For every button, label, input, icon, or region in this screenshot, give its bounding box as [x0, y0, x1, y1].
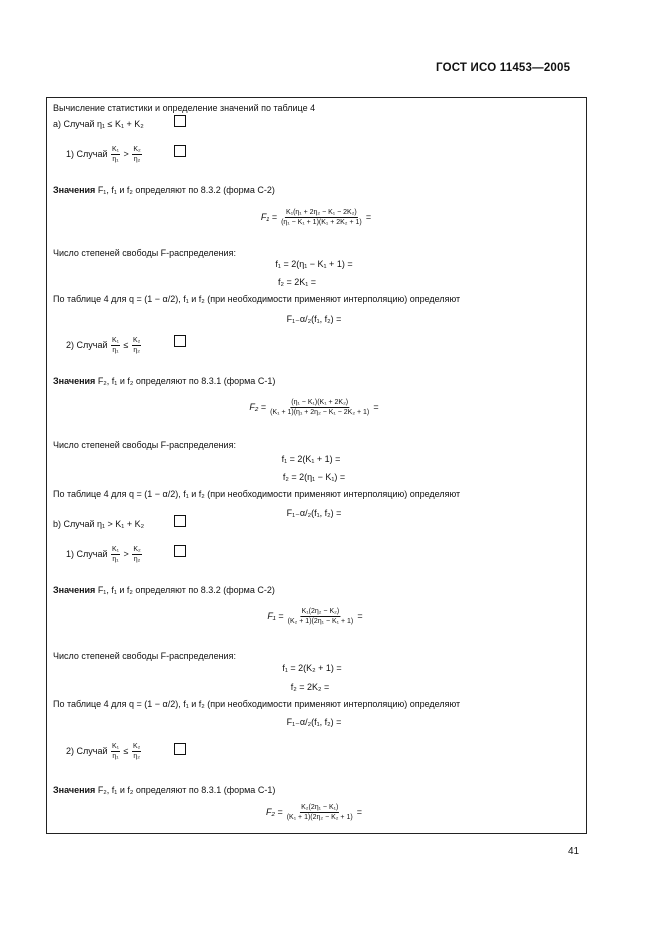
formula-4: F₂ = $\frac{\text{K₂(2η₁ − K₁)}}{\text{(K₁ + 1)(2η₂ − K₂ + 1)}}$ =	[265, 804, 363, 821]
values-4-text: Значения F₂, f₁ и f₂ определяют по 8.3.1 (форма С-1)	[53, 785, 276, 795]
case-a1-fraction-2: $\frac{\text{K₂}}{\text{η₂}}$	[133, 146, 141, 164]
formula-1: F₁ = $\frac{\text{K₁(η₁ + 2η₂ − K₁ − 2K₂)}}{\text{(η₁ − K₁ + 1)(K₁ + 2K₂ + 1)}}$ =	[260, 209, 372, 226]
quantile-1: F₁₋α/₂(f₁, f₂) =	[286, 314, 342, 324]
case-b1-condition: 1) Случай $\frac{\text{K₁}}{\text{η₁}}$ > $\frac{\text{K₂}}{\text{η₂}}$	[66, 546, 141, 564]
f2-3: f₂ = 2K₂ =	[290, 682, 330, 692]
case-b-label: b) Случай η₁ > K₁ + K₂	[53, 519, 145, 529]
formula-2: F₂ = $\frac{\text{(η₁ − K₁)(K₁ + 2K₂)}}{\text{(K₁ + 1)(η₁ + 2η₂ − K₁ − 2K₂ + 1)}}$ =	[249, 399, 379, 416]
values-3-text: Значения F₁, f₁ и f₂ определяют по 8.3.2 (форма С-2)	[53, 585, 275, 595]
case-b2-checkbox[interactable]	[174, 743, 186, 755]
case-b2-fraction-1: $\frac{\text{K₁}}{\text{η₁}}$	[112, 743, 120, 761]
f2-1: f₂ = 2K₁ =	[277, 277, 317, 287]
case-a-checkbox[interactable]	[174, 115, 186, 127]
case-b2-condition: 2) Случай $\frac{\text{K₁}}{\text{η₁}}$ ≤ $\frac{\text{K₂}}{\text{η₂}}$	[66, 743, 141, 761]
formula-3: F₁ = $\frac{\text{K₁(2η₂ − K₂)}}{\text{(K₂ + 1)(2η₁ − K₁ + 1)}}$ =	[267, 608, 363, 625]
values-2-text: Значения F₂, f₁ и f₂ определяют по 8.3.1 (форма С-1)	[53, 376, 276, 386]
case-b1-fraction-1: $\frac{\text{K₁}}{\text{η₁}}$	[112, 546, 120, 564]
case-a1-prefix: 1) Случай	[66, 149, 108, 159]
case-a2-checkbox[interactable]	[174, 335, 186, 347]
case-b2-fraction-2: $\frac{\text{K₂}}{\text{η₂}}$	[133, 743, 141, 761]
quantile-3: F₁₋α/₂(f₁, f₂) =	[286, 717, 342, 727]
case-a2-fraction-2: $\frac{\text{K₂}}{\text{η₂}}$	[133, 337, 141, 355]
dof-2-text: Число степеней свободы F-распределения:	[53, 440, 236, 450]
dof-3-text: Число степеней свободы F-распределения:	[53, 651, 236, 661]
f2-2: f₂ = 2(η₁ − K₁) =	[282, 472, 346, 482]
case-a1-condition: 1) Случай $\frac{\text{K₁}}{\text{η₁}}$ > $\frac{\text{K₂}}{\text{η₂}}$	[66, 146, 141, 164]
case-a1-fraction-1: $\frac{\text{K₁}}{\text{η₁}}$	[112, 146, 120, 164]
values-1-text: Значения F₁, f₁ и f₂ определяют по 8.3.2 (форма С-2)	[53, 185, 275, 195]
quantile-2: F₁₋α/₂(f₁, f₂) =	[286, 508, 342, 518]
case-a1-checkbox[interactable]	[174, 145, 186, 157]
case-a2-fraction-1: $\frac{\text{K₁}}{\text{η₁}}$	[112, 337, 120, 355]
case-b-checkbox[interactable]	[174, 515, 186, 527]
page-number: 41	[568, 846, 580, 857]
table-lookup-2: По таблице 4 для q = (1 − α/2), f₁ и f₂ (при необходимости применяют интерполяцию) определяют	[53, 489, 461, 499]
f1-1: f₁ = 2(η₁ − K₁ + 1) =	[275, 259, 353, 269]
intro-text: Вычисление статистики и определение значений по таблице 4	[53, 103, 316, 113]
dof-1-text: Число степеней свободы F-распределения:	[53, 248, 236, 258]
f1-3: f₁ = 2(K₂ + 1) =	[282, 663, 342, 673]
table-lookup-3: По таблице 4 для q = (1 − α/2), f₁ и f₂ (при необходимости применяют интерполяцию) определяют	[53, 699, 461, 709]
case-a-label: а) Случай η₁ ≤ K₁ + K₂	[53, 119, 144, 129]
f1-2: f₁ = 2(K₁ + 1) =	[281, 454, 341, 464]
document-header: ГОСТ ИСО 11453—2005	[436, 62, 571, 74]
case-b1-fraction-2: $\frac{\text{K₂}}{\text{η₂}}$	[133, 546, 141, 564]
case-a2-condition: 2) Случай $\frac{\text{K₁}}{\text{η₁}}$ ≤ $\frac{\text{K₂}}{\text{η₂}}$	[66, 337, 141, 355]
case-b1-checkbox[interactable]	[174, 545, 186, 557]
table-lookup-1: По таблице 4 для q = (1 − α/2), f₁ и f₂ (при необходимости применяют интерполяцию) определяют	[53, 294, 461, 304]
